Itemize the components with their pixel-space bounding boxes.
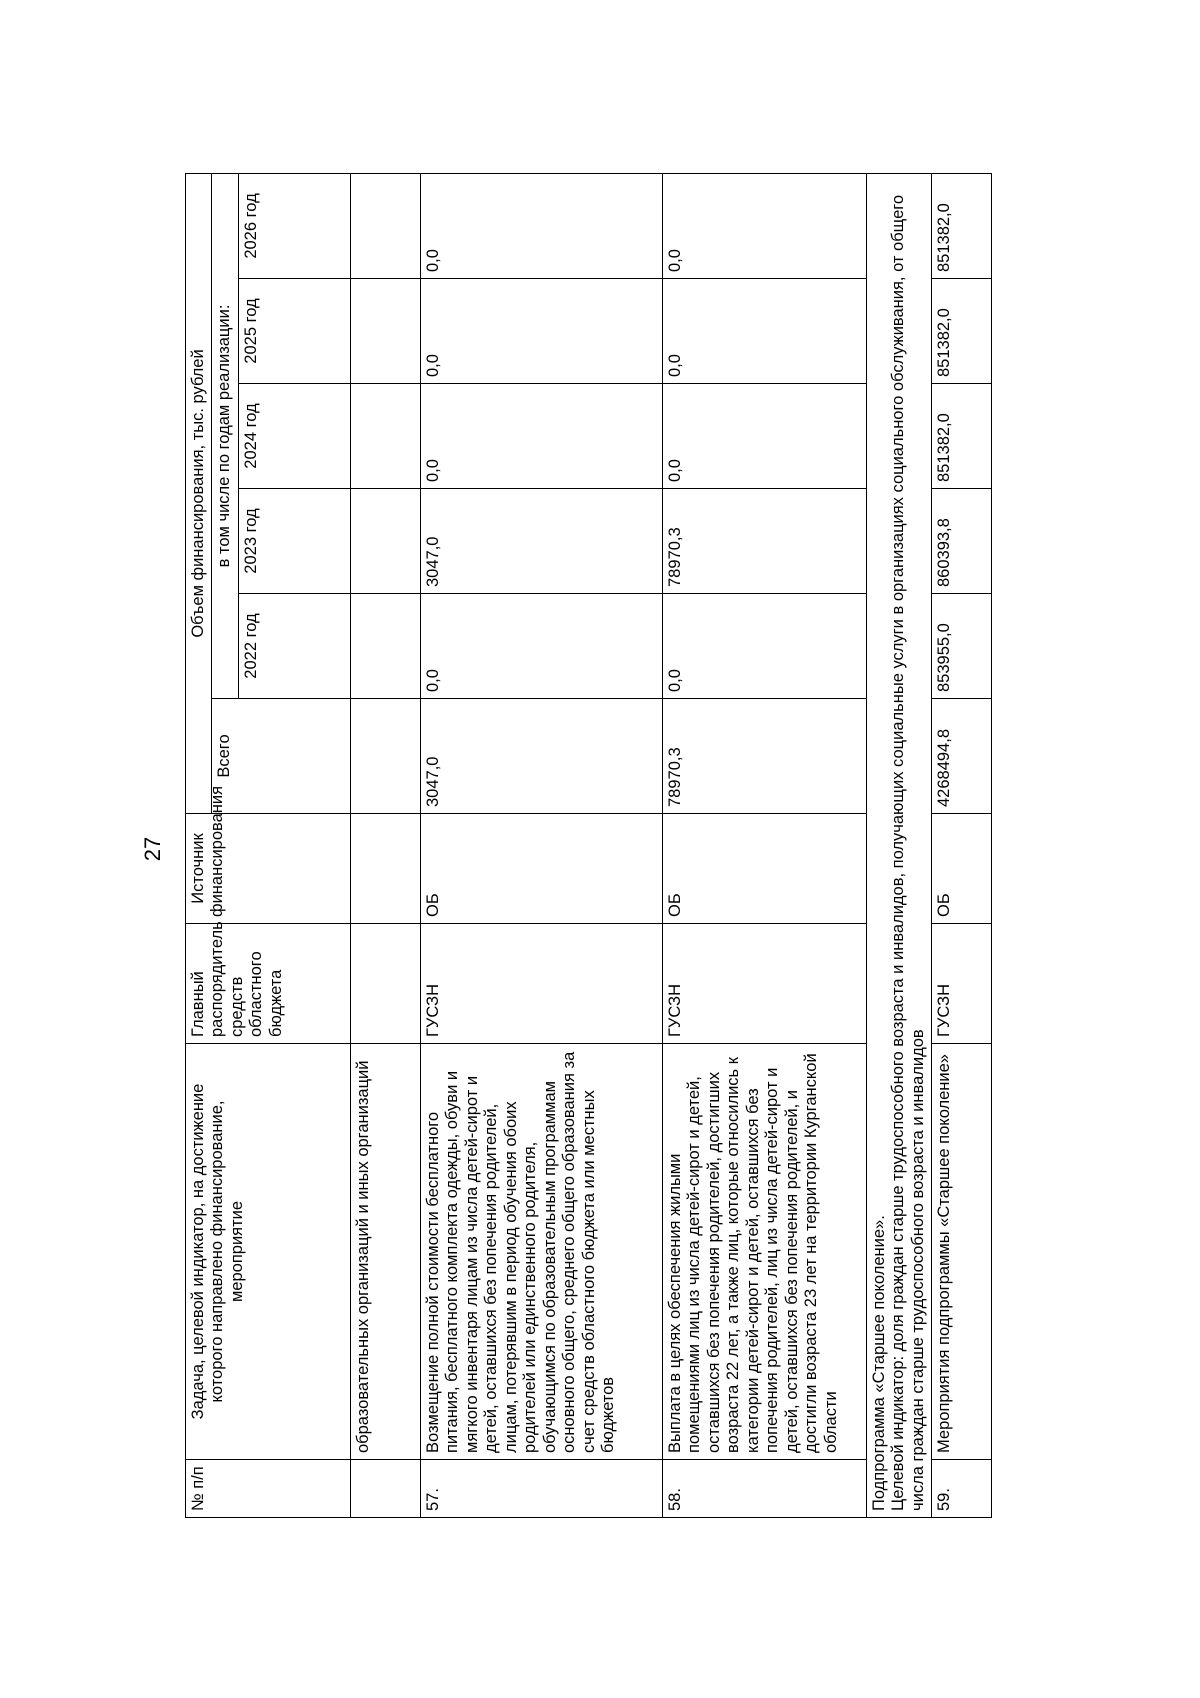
header-source: Источник финансирования bbox=[186, 814, 351, 924]
table-row bbox=[662, 173, 866, 1517]
header-year-2023: 2023 год bbox=[238, 489, 350, 594]
row-value-2026 bbox=[350, 173, 420, 278]
row-value-2025: 0,0 bbox=[420, 279, 662, 384]
row-task: Выплата в целях обеспечения жилыми помещениями лиц из числа детей-сирот и детей, оставшихся без попечения родителей, достигших возраста 22 лет, а также лиц, которые относились к категории детей-сирот и детей, оставшихся без попечения родителей, лиц из числа детей-сирот и детей, оставшихся без попечения родителей, и достигли возраста 23 лет на территории Курганской области bbox=[662, 1044, 866, 1460]
header-year-2022: 2022 год bbox=[238, 594, 350, 699]
row-total: 78970,3 bbox=[662, 699, 866, 814]
row-task: Возмещение полной стоимости бесплатного питания, бесплатного комплекта одежды, обуви и мягкого инвентаря лицам из числа детей-сирот и детей, оставшихся без попечения родителей, лицам, потерявшим в период обучения обоих родителей или единственного родителя, обучающимся по образовательным программам основного общего, среднего общего образования за счет средств областного бюджета или местных бюджетов bbox=[420, 1044, 662, 1460]
header-task: Задача, целевой индикатор, на достижение которого направлено финансирование, мероприятие bbox=[186, 1044, 351, 1460]
subprogram-indicator: Целевой индикатор: доля граждан старше трудоспособного возраста и инвалидов, получающих социальные услуги в организациях социального обслуживания, от общего числа граждан старше трудоспособного возраста и инвалидов bbox=[889, 194, 927, 1511]
row-grbs: ГУСЗН bbox=[932, 924, 992, 1044]
page-number: 27 bbox=[140, 836, 165, 862]
subprogram-title: Подпрограмма «Старшее поколение». bbox=[869, 1215, 888, 1511]
row-num: 59. bbox=[932, 1460, 992, 1518]
header-total: Всего bbox=[212, 699, 350, 814]
row-value-2026: 0,0 bbox=[662, 173, 866, 278]
row-value-2024 bbox=[350, 384, 420, 489]
header-grbs: Главный распорядитель средств областного бюджета bbox=[186, 924, 351, 1044]
header-by-years: в том числе по годам реализации: bbox=[212, 173, 238, 698]
header-year-2024: 2024 год bbox=[238, 384, 350, 489]
row-task: образовательных организаций и иных организаций bbox=[350, 1044, 420, 1460]
table-row bbox=[350, 173, 420, 1517]
financing-table bbox=[185, 173, 992, 1518]
row-total: 3047,0 bbox=[420, 699, 662, 814]
subprogram-cell bbox=[866, 173, 931, 1517]
row-value-2025 bbox=[350, 279, 420, 384]
row-value-2023: 860393,8 bbox=[932, 489, 992, 594]
header-year-2026: 2026 год bbox=[238, 173, 350, 278]
row-value-2023: 78970,3 bbox=[662, 489, 866, 594]
row-value-2022: 0,0 bbox=[420, 594, 662, 699]
row-value-2026: 0,0 bbox=[420, 173, 662, 278]
row-source: ОБ bbox=[932, 814, 992, 924]
row-total: 4268494,8 bbox=[932, 699, 992, 814]
subprogram-row bbox=[866, 173, 931, 1517]
row-value-2025: 0,0 bbox=[662, 279, 866, 384]
header-num: № п/п bbox=[186, 1460, 351, 1518]
row-grbs: ГУСЗН bbox=[662, 924, 866, 1044]
row-source: ОБ bbox=[662, 814, 866, 924]
row-value-2022: 0,0 bbox=[662, 594, 866, 699]
row-source bbox=[350, 814, 420, 924]
row-num bbox=[350, 1460, 420, 1518]
row-value-2022 bbox=[350, 594, 420, 699]
row-value-2024: 0,0 bbox=[420, 384, 662, 489]
row-value-2026: 851382,0 bbox=[932, 173, 992, 278]
header-row-1 bbox=[186, 173, 212, 1517]
row-value-2024: 0,0 bbox=[662, 384, 866, 489]
row-grbs bbox=[350, 924, 420, 1044]
row-value-2023: 3047,0 bbox=[420, 489, 662, 594]
header-year-2025: 2025 год bbox=[238, 279, 350, 384]
row-num: 57. bbox=[420, 1460, 662, 1518]
row-source: ОБ bbox=[420, 814, 662, 924]
row-total bbox=[350, 699, 420, 814]
row-num: 58. bbox=[662, 1460, 866, 1518]
table-row bbox=[932, 173, 992, 1517]
header-volume: Объем финансирования, тыс. рублей bbox=[186, 173, 212, 813]
row-value-2023 bbox=[350, 489, 420, 594]
row-value-2025: 851382,0 bbox=[932, 279, 992, 384]
row-value-2024: 851382,0 bbox=[932, 384, 992, 489]
table-row bbox=[420, 173, 662, 1517]
row-value-2022: 853955,0 bbox=[932, 594, 992, 699]
row-grbs: ГУСЗН bbox=[420, 924, 662, 1044]
row-task: Мероприятия подпрограммы «Старшее поколение» bbox=[932, 1044, 992, 1460]
